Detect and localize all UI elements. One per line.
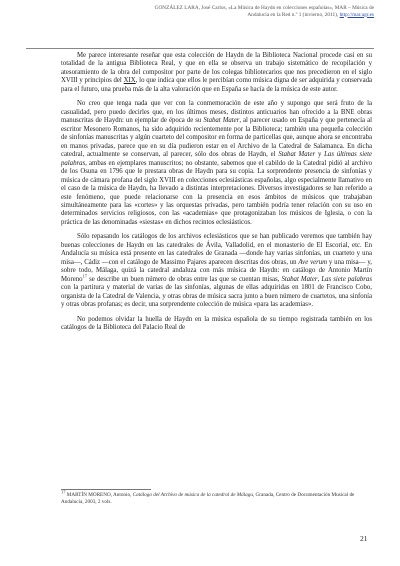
work-title: Stabat Mater <box>278 151 316 159</box>
text-run: , ambas en ejemplares manuscritos; no obstante, sabemos que el cabildo de la Catedral pidió al archivo de los Osuna en 1796 que le prestara obras de Haydn para su copia. La sorprendente presencia de sinfonías y música de cámara profana del siglo <box>61 159 372 184</box>
paragraph-3 <box>61 233 372 309</box>
text-run: , al parecer usado en España y que pertenecía al escritor Mesonero Romanos, ha sido adquirido recientemente por la Biblioteca; también una pequeña colección de sinfonías manuscritas y algún cuarteto del compositor en forma de particellas que, aunque ahora se encontraba en manos privadas, parece que en su día pudieron estar en el Archivo de la Catedral de Salamanca. En dicha catedral, actualmente se conservan, al parecer, sólo dos obras de Haydn, el <box>61 117 372 159</box>
text-run: y una misa— y, sobre todo, Málaga, quizá la catedral andaluza con más música de Haydn: en catálogo de Antonio Martín Moreno <box>61 258 372 283</box>
text-run: , <box>317 275 322 283</box>
footnote-divider <box>61 489 151 490</box>
running-header <box>86 5 374 18</box>
text-run: Me parece interesante reseñar que esta colección de Haydn de la Biblioteca Nacional procede casi en su totalidad de la antigua Biblioteca Real, y que en ella se observa un trabajo sistemático de recopilación y atesoramiento de la obra del compositor por parte de los colegas bibliotecarios que nos precedieron en el siglo <box>61 52 372 76</box>
work-title: Las siete palabras <box>321 275 372 283</box>
footnote-number: 17 <box>61 489 66 495</box>
text-run: se describe un buen número de obras entre las que se cuentan misas, <box>87 275 282 283</box>
text-run: y principios del <box>77 77 124 85</box>
footnote-author: MARTÍN MORENO <box>66 492 111 498</box>
century-numeral: XIX <box>123 77 136 85</box>
body-text <box>61 52 372 333</box>
page-number: 21 <box>360 534 368 543</box>
footnote <box>61 489 372 506</box>
work-title: Ave verum <box>298 258 328 266</box>
footnote-reference[interactable]: 17 <box>82 273 88 279</box>
text-run: y <box>315 151 325 159</box>
paragraph-2 <box>61 100 372 227</box>
century-numeral: XVIII <box>159 176 176 184</box>
text-run: No podemos olvidar la huella de Haydn en la música española de su tiempo registrada también en los catálogos de la Biblioteca del Palacio Real de <box>61 315 372 332</box>
text-run: , Granada, Centro de Documentación Musical de Andalucía, 2003, 2 vols. <box>61 492 355 505</box>
work-title: Stabat Mater <box>203 117 240 125</box>
paragraph-1 <box>61 52 372 94</box>
header-citation-line2 <box>86 12 374 19</box>
journal-link[interactable]: http://mar.ugr.es <box>339 11 374 18</box>
text-run: No creo que tenga nada que ver con la conmemoración de este año y supongo que será fruto de la casualidad, pero puedo decirles que, en los últimos meses, distintos anticuarios han ofrecido a la BNE obras manuscritas de Haydn: un ejemplar de época de su <box>61 100 372 125</box>
text-run: , Antonio, <box>110 492 133 498</box>
work-title: Las últimas siete palabras <box>61 151 373 167</box>
header-journal-info: Andalucía en la Red n.º 1 (invierno, 2011), <box>247 11 340 18</box>
century-numeral: XVIII <box>61 77 78 85</box>
paragraph-4 <box>61 316 372 333</box>
text-run: , lo que indica que ellos le percibían como música digna de ser adquirida y conservada para el futuro, una prueba más de la alta valoración que en España se hacía de la música de este autor. <box>61 77 373 93</box>
work-title: Stabat Mater <box>281 275 318 283</box>
header-divider <box>26 48 374 49</box>
header-citation: GONZÁLEZ LARA, José Carlos, «La Música de Haydn en colecciones españolas», MAR – Música de <box>154 5 374 11</box>
footnote-title: Catálogo del Archivo de música de la catedral de Málaga <box>132 492 253 498</box>
text-run: Sólo repasando los catálogos de los archivos eclesiásticos que se han publicado veremos que también hay buenas colecciones de Haydn en las catedrales de Ávila, Valladolid, en el monasterio de El Escorial, etc. En Andalucía su música está presente en las catedrales de Granada —donde hay varias sinfonías, un cuarteto y una misa—, Cádiz —con el catálogo de Massimo Pajares aparecen descritas dos obras, un <box>61 233 372 266</box>
text-run: en colecciones eclesiásticas españolas, algo especialmente llamativo en el caso de la música de Haydn, ha llevado a distintas interpretaciones. Diversos investigadores se han referido a este fenómeno, que puede relacionarse con la presencia en esos ámbitos de músicos que trabajaban simultáneamente para las «cortes» y las orquestas privadas, pero también podría tener relación con su uso en determinados servicios religiosos, con las «academias» que protagonizaban los músicos de Iglesia, o con la práctica de las denominadas «siestas» en dichos recintos eclesiásticos. <box>61 176 372 226</box>
text-run: con la partitura y material de varias de las sinfonías, algunas de ellas adquiridas en 1801 de Francisco Cobo, organista de la Catedral de Valencia, y otras obras de música sacra junto a buen número de cuartetos, una sinfonía y otras obras profanas; es decir, una sorprendente colección de música «para las academias». <box>61 284 372 309</box>
